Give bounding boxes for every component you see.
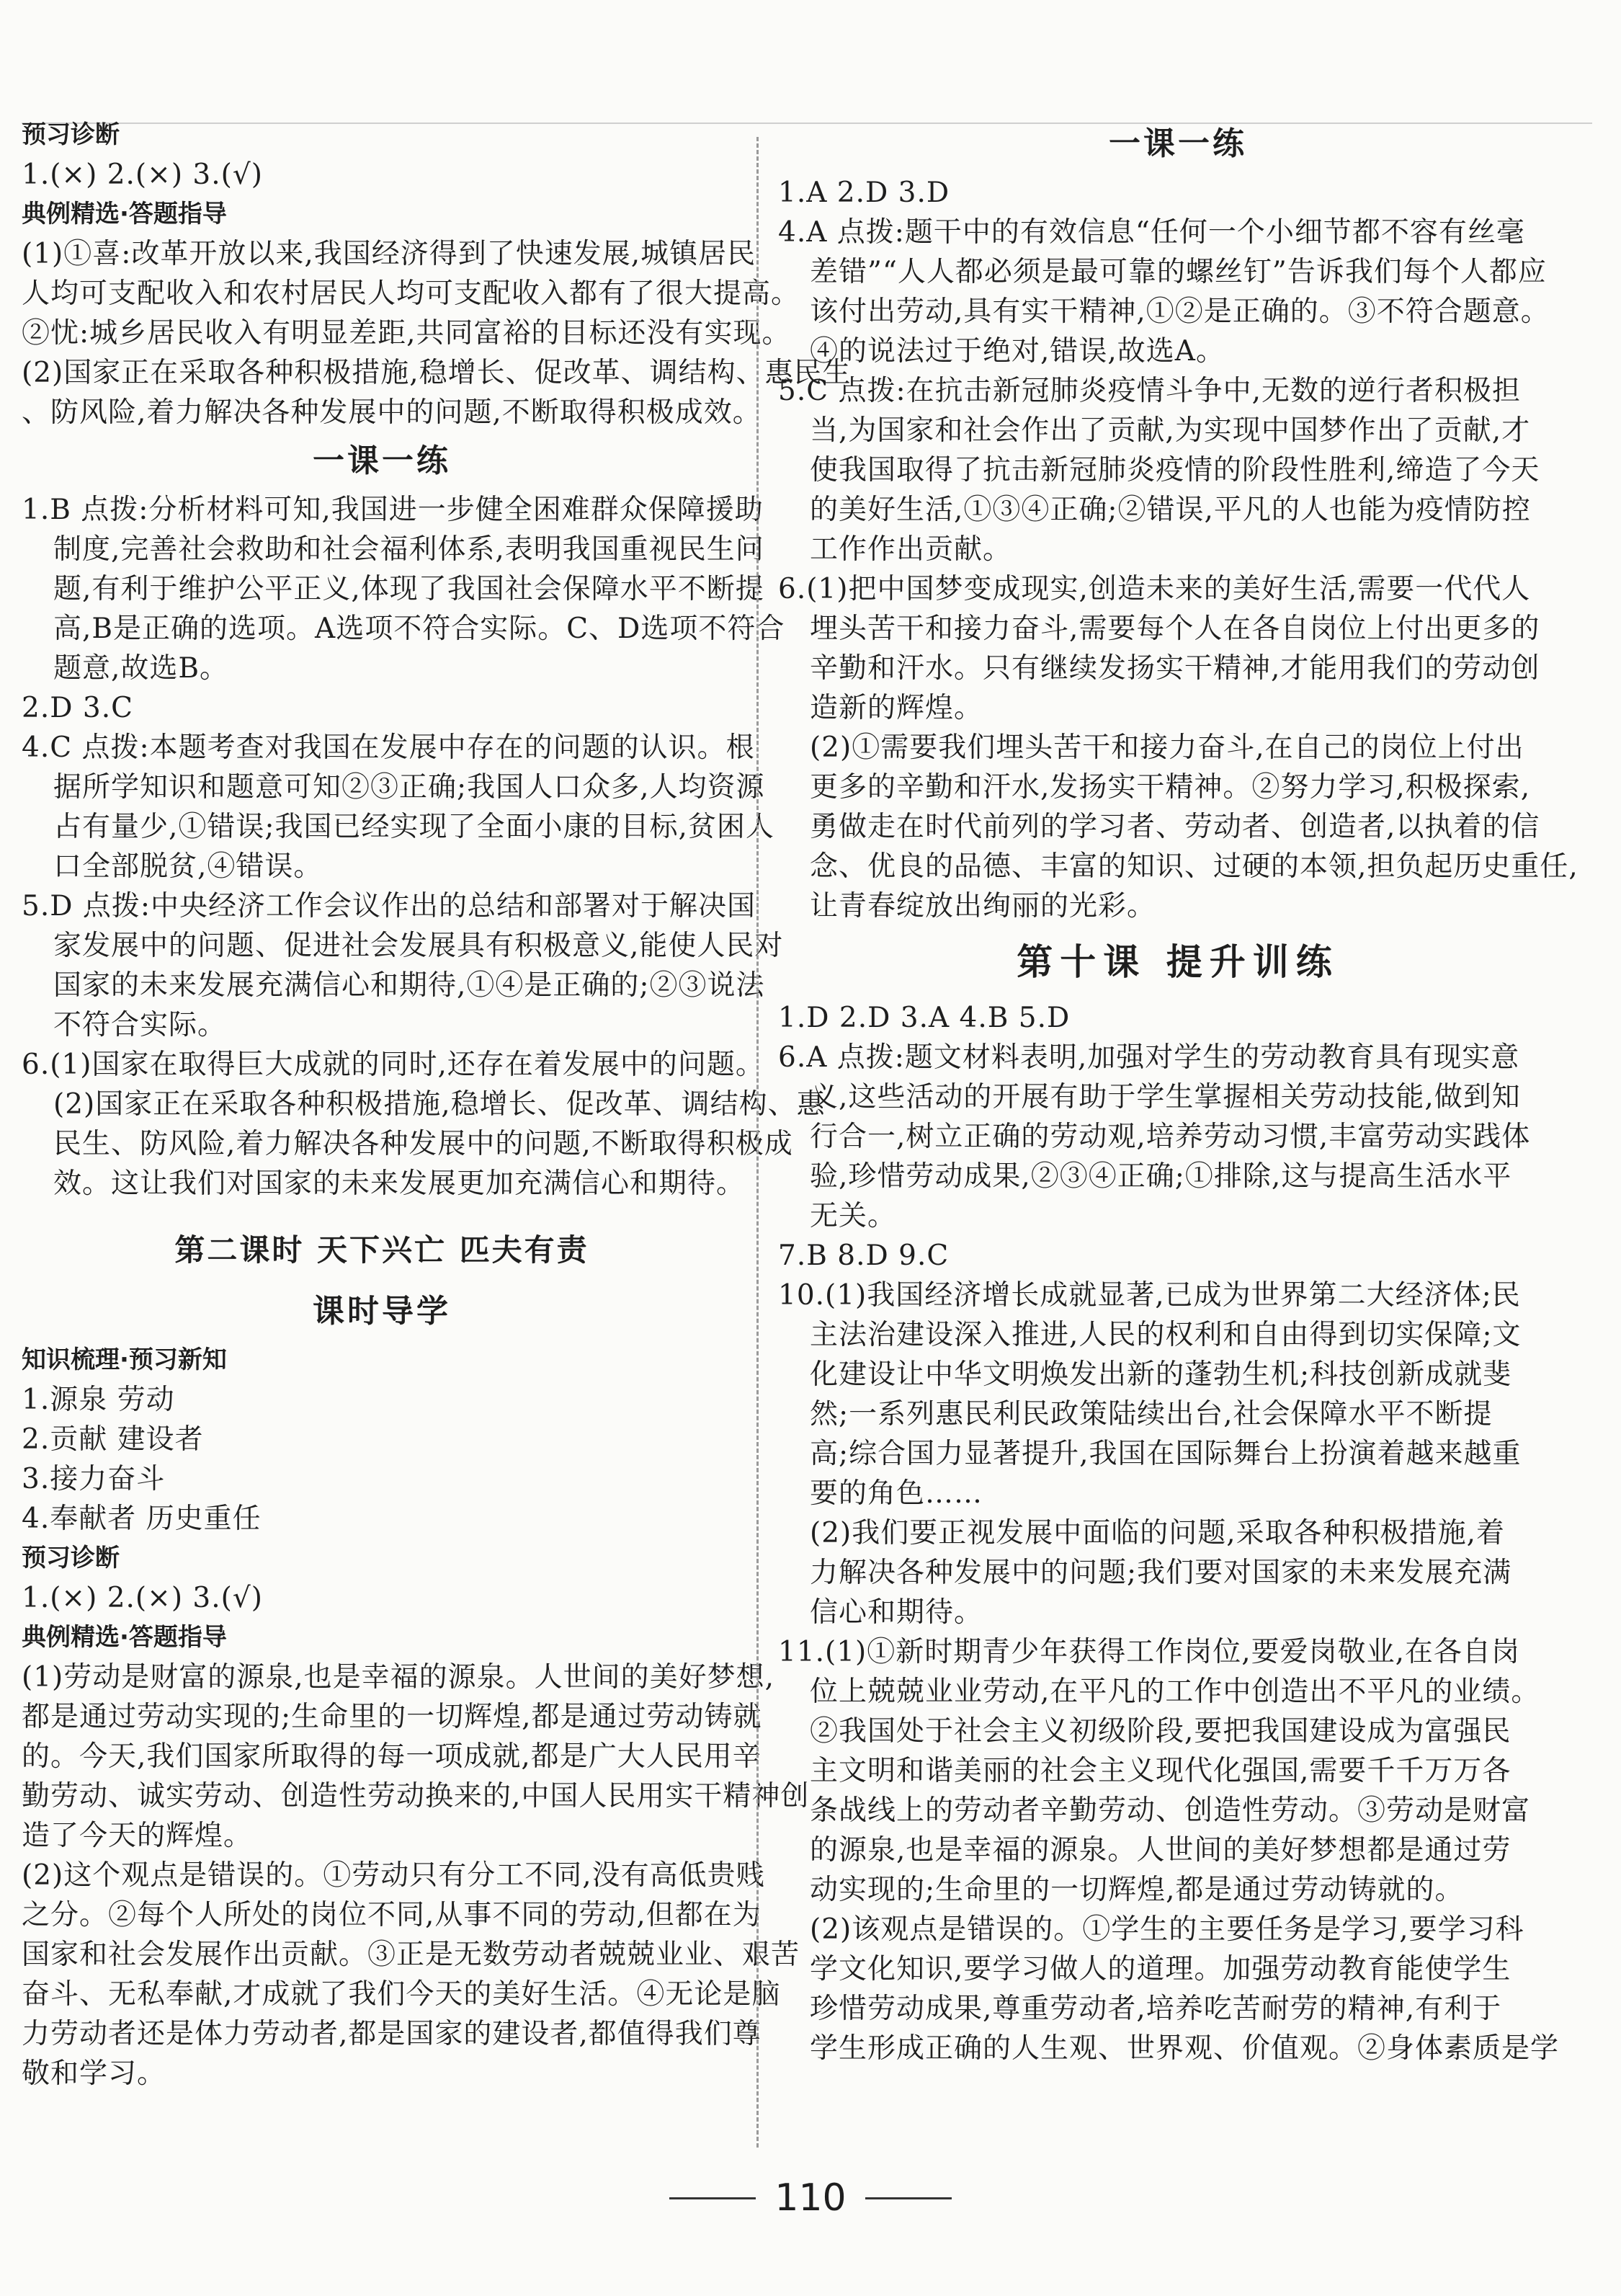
answer-line: 民生、防风险,着力解决各种发展中的问题,不断取得积极成 xyxy=(53,1128,793,1160)
answer-line: ④的说法过于绝对,错误,故选A。 xyxy=(810,335,1225,368)
answer-line: 然;一系列惠民利民政策陆续出台,社会保障水平不断提 xyxy=(810,1398,1493,1430)
answer-line: 据所学知识和题意可知②③正确;我国人口众多,人均资源 xyxy=(53,771,765,804)
answer-line: 主文明和谐美丽的社会主义现代化强国,需要千千万万各 xyxy=(810,1755,1511,1787)
answer-line: 口全部脱贫,④错误。 xyxy=(53,850,323,883)
lesson-title: 第二课时 天下兴亡 匹夫有责 xyxy=(174,1232,589,1268)
answer-line: 1.A 2.D 3.D xyxy=(778,177,950,209)
answer-line: 高,B是正确的选项。A选项不符合实际。C、D选项不符合 xyxy=(53,613,785,645)
answer-line: 条战线上的劳动者辛勤劳动、创造性劳动。③劳动是财富 xyxy=(810,1794,1531,1827)
right-column xyxy=(778,115,1578,2068)
answer-line: ②我国处于社会主义初级阶段,要把我国建设成为富强民 xyxy=(810,1715,1511,1748)
answer-line: 辛勤和汗水。只有继续发扬实干精神,才能用我们的劳动创 xyxy=(810,652,1540,685)
answer-line: 国家和社会发展作出贡献。③正是无数劳动者兢兢业业、艰苦 xyxy=(22,1939,800,1971)
answer-line: 10.(1)我国经济增长成就显著,已成为世界第二大经济体;民 xyxy=(778,1279,1521,1312)
answer-line: 之分。②每个人所处的岗位不同,从事不同的劳动,但都在为 xyxy=(22,1899,762,1931)
answer-line: 学文化知识,要学习做人的道理。加强劳动教育能使学生 xyxy=(810,1953,1511,1985)
chapter-title: 第十课 提升训练 xyxy=(1017,941,1339,983)
answer-line: 力解决各种发展中的问题;我们要对国家的未来发展充满 xyxy=(810,1557,1512,1589)
answer-line: 信心和期待。 xyxy=(810,1596,983,1629)
answer-line: (2)国家正在采取各种积极措施,稳增长、促改革、调结构、惠 xyxy=(53,1088,826,1121)
answer-line: 1.(×) 2.(×) 3.(√) xyxy=(22,1582,263,1614)
answer-line: 当,为国家和社会作出了贡献,为实现中国梦作出了贡献,才 xyxy=(810,414,1531,447)
answer-line: 效。这让我们对国家的未来发展更加充满信心和期待。 xyxy=(53,1167,746,1200)
answer-line: 验,珍惜劳动成果,②③④正确;①排除,这与提高生活水平 xyxy=(810,1160,1512,1193)
answer-line: 念、优良的品德、丰富的知识、过硬的本领,担负起历史重任, xyxy=(810,850,1578,883)
answer-line: 差错”“人人都必须是最可靠的螺丝钉”告诉我们每个人都应 xyxy=(810,256,1547,288)
answer-line: 7.B 8.D 9.C xyxy=(778,1240,950,1272)
answer-line: 国家的未来发展充满信心和期待,①④是正确的;②③说法 xyxy=(53,969,765,1002)
spacer xyxy=(22,1203,742,1218)
answer-line: 11.(1)①新时期青少年获得工作岗位,要爱岗敬业,在各自岗 xyxy=(778,1636,1521,1668)
section-title: 一课一练 xyxy=(1109,125,1247,162)
answer-line: 动实现的;生命里的一切辉煌,都是通过劳动铸就的。 xyxy=(810,1874,1464,1906)
answer-line: 该付出劳动,具有实干精神,①②是正确的。③不符合题意。 xyxy=(810,295,1550,328)
answer-line: (2)①需要我们埋头苦干和接力奋斗,在自己的岗位上付出 xyxy=(810,731,1524,764)
section-label: 典例精选·答题指导 xyxy=(22,200,227,228)
left-column xyxy=(22,115,852,2093)
answer-line: 都是通过劳动实现的;生命里的一切辉煌,都是通过劳动铸就 xyxy=(22,1701,762,1733)
section-title: 课时导学 xyxy=(313,1293,451,1330)
answer-line: 占有量少,①错误;我国已经实现了全面小康的目标,贫困人 xyxy=(53,811,774,843)
answer-line: 工作作出贡献。 xyxy=(810,533,1012,566)
answer-line: 学生形成正确的人生观、世界观、价值观。②身体素质是学 xyxy=(810,2032,1560,2065)
answer-line: 高;综合国力显著提升,我国在国际舞台上扮演着越来越重 xyxy=(810,1438,1522,1470)
answer-line: (2)我们要正视发展中面临的问题,采取各种积极措施,着 xyxy=(810,1517,1506,1549)
answer-line: 题意,故选B。 xyxy=(53,652,229,685)
page-footer xyxy=(0,2176,1621,2220)
section-label: 知识梳理·预习新知 xyxy=(22,1345,227,1374)
answer-line: 6.A 点拨:题文材料表明,加强对学生的劳动教育具有现实意 xyxy=(778,1041,1520,1074)
answer-line: 无关。 xyxy=(810,1200,897,1232)
answer-line: 6.(1)把中国梦变成现实,创造未来的美好生活,需要一代代人 xyxy=(778,573,1531,605)
answer-line: (1)劳动是财富的源泉,也是幸福的源泉。人世间的美好梦想, xyxy=(22,1661,775,1694)
answer-line: 勇做走在时代前列的学习者、劳动者、创造者,以执着的信 xyxy=(810,811,1540,843)
answer-line: 6.(1)国家在取得巨大成就的同时,还存在着发展中的问题。 xyxy=(22,1049,764,1081)
answer-line: 主法治建设深入推进,人民的权利和自由得到切实保障;文 xyxy=(810,1319,1522,1351)
answer-line: (2)这个观点是错误的。①劳动只有分工不同,没有高低贵贱 xyxy=(22,1859,765,1892)
answer-line: ②忧:城乡居民收入有明显差距,共同富裕的目标还没有实现。 xyxy=(22,317,791,350)
answer-line: 义,这些活动的开展有助于学生掌握相关劳动技能,做到知 xyxy=(810,1081,1521,1113)
answer-line: 更多的辛勤和汗水,发扬实干精神。②努力学习,积极探索, xyxy=(810,771,1531,804)
section-label: 预习诊断 xyxy=(22,120,120,149)
answer-line: 家发展中的问题、促进社会发展具有积极意义,能使人民对 xyxy=(53,930,784,962)
answer-line: 让青春绽放出绚丽的光彩。 xyxy=(810,890,1156,922)
answer-line: 1.B 点拨:分析材料可知,我国进一步健全困难群众保障援助 xyxy=(22,494,764,526)
answer-line: 使我国取得了抗击新冠肺炎疫情的阶段性胜利,缔造了今天 xyxy=(810,454,1540,486)
section-title: 一课一练 xyxy=(313,442,451,479)
section-label: 典例精选·答题指导 xyxy=(22,1623,227,1652)
answer-line: 珍惜劳动成果,尊重劳动者,培养吃苦耐劳的精神,有利于 xyxy=(810,1993,1502,2025)
answer-line: 力劳动者还是体力劳动者,都是国家的建设者,都值得我们尊 xyxy=(22,2018,762,2050)
answer-line: 、防风险,着力解决各种发展中的问题,不断取得积极成效。 xyxy=(22,396,762,429)
answer-line: (2)该观点是错误的。①学生的主要任务是学习,要学习科 xyxy=(810,1913,1524,1946)
answer-line: 2.D 3.C xyxy=(22,692,133,724)
footer-dash-right xyxy=(865,2197,952,2199)
answer-line: 造了今天的辉煌。 xyxy=(22,1820,253,1852)
answer-line: 1.(×) 2.(×) 3.(√) xyxy=(22,159,263,191)
answer-line: 4.奉献者 历史重任 xyxy=(22,1503,262,1535)
answer-line: 的。今天,我们国家所取得的每一项成就,都是广大人民用辛 xyxy=(22,1740,762,1773)
column-divider xyxy=(756,137,759,2148)
answer-line: 位上兢兢业业劳动,在平凡的工作中创造出不平凡的业绩。 xyxy=(810,1676,1540,1708)
answer-line: 的源泉,也是幸福的源泉。人世间的美好梦想都是通过劳 xyxy=(810,1834,1511,1866)
answer-line: 人均可支配收入和农村居民人均可支配收入都有了很大提高。 xyxy=(22,277,800,310)
answer-line: 敬和学习。 xyxy=(22,2057,166,2090)
section-label: 预习诊断 xyxy=(22,1544,120,1572)
answer-line: 1.源泉 劳动 xyxy=(22,1384,175,1416)
answer-line: 埋头苦干和接力奋斗,需要每个人在各自岗位上付出更多的 xyxy=(810,613,1540,645)
answer-line: 1.D 2.D 3.A 4.B 5.D xyxy=(778,1002,1071,1034)
answer-line: 4.C 点拨:本题考查对我国在发展中存在的问题的认识。根 xyxy=(22,731,755,764)
answer-line: 勤劳动、诚实劳动、创造性劳动换来的,中国人民用实干精神创 xyxy=(22,1780,810,1812)
answer-line: 5.D 点拨:中央经济工作会议作出的总结和部署对于解决国 xyxy=(22,890,756,922)
answer-line: 造新的辉煌。 xyxy=(810,692,983,724)
answer-line: 要的角色…… xyxy=(810,1477,983,1510)
answer-line: 3.接力奋斗 xyxy=(22,1463,166,1495)
answer-line: 的美好生活,①③④正确;②错误,平凡的人也能为疫情防控 xyxy=(810,494,1531,526)
footer-dash-left xyxy=(669,2197,756,2199)
answer-line: (1)①喜:改革开放以来,我国经济得到了快速发展,城镇居民 xyxy=(22,238,756,270)
answer-line: (2)国家正在采取各种积极措施,稳增长、促改革、调结构、惠民生 xyxy=(22,357,852,389)
answer-page xyxy=(22,115,1592,2169)
answer-line: 4.A 点拨:题干中的有效信息“任何一个小细节都不容有丝毫 xyxy=(778,216,1525,249)
answer-line: 2.贡献 建设者 xyxy=(22,1423,204,1456)
page-number: 110 xyxy=(774,2176,847,2220)
answer-line: 制度,完善社会救助和社会福利体系,表明我国重视民生问 xyxy=(53,533,764,566)
answer-line: 不符合实际。 xyxy=(53,1009,227,1041)
answer-line: 题,有利于维护公平正义,体现了我国社会保障水平不断提 xyxy=(53,573,764,605)
answer-line: 奋斗、无私奉献,才成就了我们今天的美好生活。④无论是脑 xyxy=(22,1978,781,2011)
answer-line: 化建设让中华文明焕发出新的蓬勃生机;科技创新成就斐 xyxy=(810,1358,1512,1391)
answer-line: 5.C 点拨:在抗击新冠肺炎疫情斗争中,无数的逆行者积极担 xyxy=(778,375,1521,407)
answer-line: 行合一,树立正确的劳动观,培养劳动习惯,丰富劳动实践体 xyxy=(810,1121,1531,1153)
